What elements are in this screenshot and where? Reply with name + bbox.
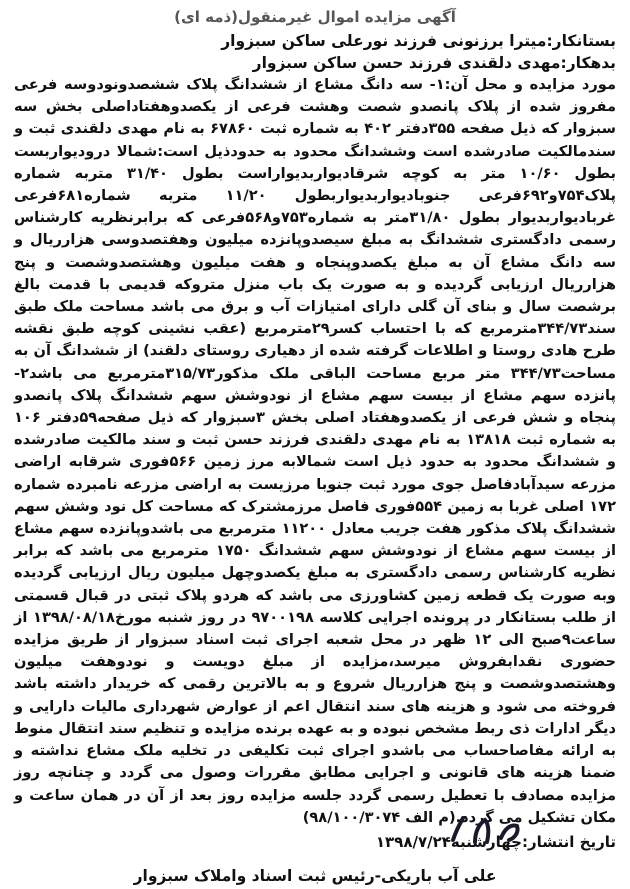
signature-line: علی آب باریکی-رئیس ثبت اسناد واملاک سبزوار — [133, 866, 497, 885]
creditor-line: بستانکار:میترا برزنونی فرزند نورعلی ساکن سبزوار — [221, 32, 616, 50]
publish-date: تاریخ انتشار:چهارشنبه۱۳۹۸/۷/۲۴ — [375, 832, 616, 851]
debtor-line: بدهکار:مهدی دلقندی فرزند حسن ساکن سبزوار — [252, 54, 616, 72]
notice-body: مورد مزایده و محل آن:۱- سه دانگ مشاع از ششدانگ پلاک ششصدونودوسه فرعی مفروز شده از پلاک پانصدو شصت وهشت فرعی از یکصدوهفتاداصلی بخش سه سبزوار که ذیل صفحه ۳۵۵دفتر ۴۰۲ به شماره ثبت ۶۷۸۶۰ به نام مهدی دلقندی ثبت و سندمالکیت صادرشده است وششدانگ محدود به حدودذیل است:شمالا درودیواربست بطول ۱۰/۶۰ متر به کوچه شرقادیواربدیواراست بطول ۳۱/۴۰ متربه شماره پلاک۷۵۴و۶۹۲فرعی جنوبادیواربدیواربطول ۱۱/۲۰ متربه شماره۶۸۱فرعی غربادیواربدیوار بطول ۳۱/۸۰متر به شماره۷۵۳و۵۶۸فرعی که برابرنظریه کارشناس رسمی دادگستری ششدانگ به مبلغ سیصدوپانزده میلیون وهفتصدوسی هزارریال و سه دانگ مشاع آن به مبلغ یکصدوپنجاه و هفت میلیون وهشتصدوشصت و پنج هزارریال ارزیابی گردیده و به صورت یک باب منزل متروکه قدیمی با قدمت بالغ برشصت سال و بنای آن گلی دارای امتیازات آب و برق می باشد مساحت ملک طبق سند۳۴۴/۷۳مترمربع که با احتساب کسر۲۹مترمربع (عقب نشینی کوچه طبق نقشه طرح هادی روستا و اطلاعات گرفته شده از دهیاری روستای دلقند) از ششدانگ آن به مساحت۳۴۴/۷۳ متر مربع مساحت الباقی ملک مذکور۳۱۵/۷۳مترمربع می باشد۲- پانزده سهم مشاع از بیست سهم مشاع از نودوشش سهم ششدانگ پلاک پانصدو پنجاه و شش فرعی از یکصدوهفتاد اصلی بخش ۳سبزوار که ذیل صفحه۵۹دفتر ۱۰۶ به شماره ثبت ۱۳۸۱۸ به نام مهدی دلقندی فرزند حسن ثبت و سند مالکیت صادرشده و ششدانگ محدود به حدود ذیل است شمالابه مرز زمین ۵۶۶فوری شرقابه اراضی مزرعه سیدآبادفاصل جوی مورد ثبت جنوبا مرزیست به اراضی مزرعه نامبرده شماره ۱۷۲ اصلی غربا به زمین ۵۵۴فوری فاصل مرزمشترک که مساحت کل نود وشش سهم ششدانگ پلاک مذکور هفت جریب معادل ۱۱۲۰۰ مترمربع می باشدوپانزده سهم مشاع از بیست سهم مشاع از نودوشش سهم ششدانگ ۱۷۵۰ مترمربع می باشد که برابر نظریه کارشناس رسمی دادگستری به مبلغ یکصدوچهل میلیون ریال ارزیابی گردیده وبه صورت یک قطعه زمین کشاورزی می باشد که هردو پلاک ثبتی در قبال قسمتی از طلب بستانکار در پرونده اجرایی کلاسه ۹۷۰۰۱۹۸ در روز شنبه مورخ۱۳۹۸/۰۸/۱۸ از ساعت۹صبح الی ۱۲ ظهر در محل شعبه اجرای ثبت اسناد سبزوار از طریق مزایده حضوری نقدابفروش میرسد،مزایده از مبلغ دویست و نودوهفت میلیون وهشتصدوشصت و پنج هزارریال شروع و به بالاترین رقمی که خریدار داشته باشد فروخته می شود و هزینه های سند انتقال اعم از عوارض شهرداری مالیات دارایی و دیگر ادارات ذی ربط مشخص نبوده و به عهده برنده مزایده و تنظیم سند انتقال منوط به ارائه مفاصاحساب می باشدو اجرای ثبت تکلیفی در تخلیه ملک مشاع نداشته و ضمنا هزینه های قانونی و اجرایی مطابق مقررات وصول می گردد و چنانچه روز مزایده مصادف با تعطیل رسمی گردد جلسه مزایده روز بعد از آن در همان ساعت و مکان تشکیل می گردد.(م الف ۹۸/۱۰۰/۳۰۷۴) — [14, 76, 617, 826]
handwritten-mark-icon — [445, 814, 525, 844]
notice-title: آگهی مزایده اموال غیرمنقول(ذمه ای) — [174, 8, 456, 26]
